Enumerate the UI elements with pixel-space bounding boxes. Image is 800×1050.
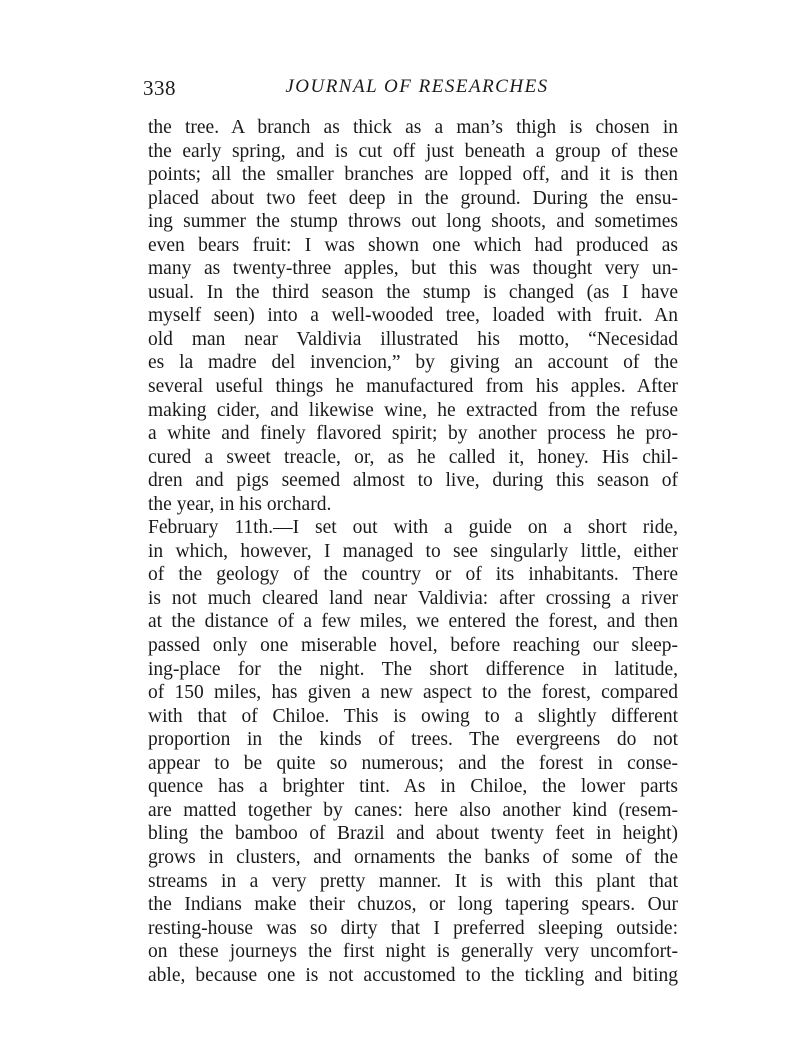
text-line: with that of Chiloe. This is owing to a slightly different bbox=[148, 705, 678, 727]
text-line: in which, however, I managed to see singularly little, either bbox=[148, 540, 678, 562]
text-line: is not much cleared land near Valdivia: after crossing a river bbox=[148, 587, 678, 609]
text-line: able, because one is not accustomed to the tickling and biting bbox=[148, 964, 678, 986]
text-line: grows in clusters, and ornaments the banks of some of the bbox=[148, 846, 678, 868]
text-line: es la madre del invencion,” by giving an account of the bbox=[148, 352, 678, 374]
text-line: old man near Valdivia illustrated his motto, “Necesidad bbox=[148, 328, 678, 350]
text-line: at the distance of a few miles, we entered the forest, and then bbox=[148, 611, 678, 633]
text-line: quence has a brighter tint. As in Chiloe, the lower parts bbox=[148, 776, 678, 798]
body-text bbox=[148, 116, 678, 987]
text-line: the tree. A branch as thick as a man’s thigh is chosen in bbox=[148, 117, 678, 138]
text-line: of 150 miles, has given a new aspect to the forest, compared bbox=[148, 682, 678, 704]
text-line: usual. In the third season the stump is changed (as I have bbox=[148, 281, 678, 303]
text-line: the Indians make their chuzos, or long tapering spears. Our bbox=[148, 894, 678, 916]
text-line: bling the bamboo of Brazil and about twenty feet in height) bbox=[148, 823, 678, 845]
text-line: points; all the smaller branches are lopped off, and it is then bbox=[148, 164, 678, 186]
text-line: the early spring, and is cut off just beneath a group of these bbox=[148, 140, 678, 162]
text-line: on these journeys the first night is generally very uncomfort- bbox=[148, 941, 678, 963]
running-head: JOURNAL OF RESEARCHES bbox=[285, 76, 549, 97]
text-line: placed about two feet deep in the ground. During the ensu- bbox=[148, 187, 678, 209]
text-line: making cider, and likewise wine, he extracted from the refuse bbox=[148, 399, 678, 421]
paragraph-start-line: February 11th.—I set out with a guide on a short ride, bbox=[148, 517, 678, 539]
text-line: myself seen) into a well-wooded tree, loaded with fruit. An bbox=[148, 305, 678, 327]
text-line: cured a sweet treacle, or, as he called it, honey. His chil- bbox=[148, 446, 678, 468]
text-line: passed only one miserable hovel, before reaching our sleep- bbox=[148, 635, 678, 657]
text-line: a white and finely flavored spirit; by another process he pro- bbox=[148, 423, 678, 445]
text-line: many as twenty-three apples, but this was thought very un- bbox=[148, 258, 678, 280]
text-line: even bears fruit: I was shown one which had produced as bbox=[148, 234, 678, 256]
text-line: streams in a very pretty manner. It is with this plant that bbox=[148, 870, 678, 892]
text-line: are matted together by canes: here also another kind (resem- bbox=[148, 799, 678, 821]
text-line: of the geology of the country or of its inhabitants. There bbox=[148, 564, 678, 586]
page-number: 338 bbox=[143, 76, 176, 100]
text-line: resting-house was so dirty that I preferred sleeping outside: bbox=[148, 917, 678, 939]
text-line: ing summer the stump throws out long shoots, and sometimes bbox=[148, 211, 678, 233]
paragraph-end-line: the year, in his orchard. bbox=[148, 493, 332, 515]
text-line: ing-place for the night. The short difference in latitude, bbox=[148, 658, 678, 680]
text-line: proportion in the kinds of trees. The evergreens do not bbox=[148, 729, 678, 751]
text-line: several useful things he manufactured from his apples. After bbox=[148, 376, 678, 398]
text-line: appear to be quite so numerous; and the forest in conse- bbox=[148, 752, 678, 774]
page-header bbox=[143, 76, 677, 106]
text-line: dren and pigs seemed almost to live, during this season of bbox=[148, 470, 678, 492]
